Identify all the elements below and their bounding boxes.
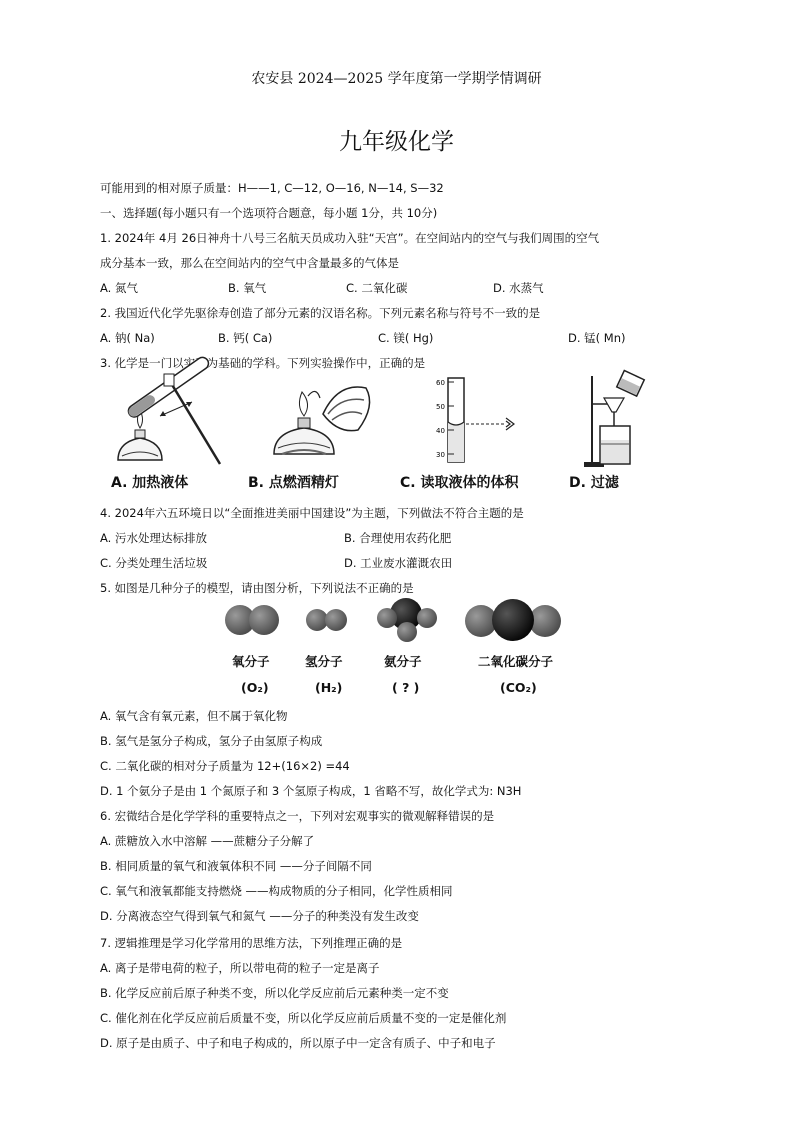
hydrogen-atom	[397, 622, 417, 642]
question-4-option-c: C. 分类处理生活垃圾	[100, 556, 208, 570]
molecule-name-oxygen: 氧分子	[232, 654, 270, 669]
hydrogen-atom	[306, 609, 328, 631]
question-7-option-b: B. 化学反应前后原子种类不变，所以化学反应前后元素种类一定不变	[100, 986, 449, 1000]
question-5-option-b: B. 氢气是氢分子构成，氢分子由氢原子构成	[100, 734, 323, 748]
question-6-option-c: C. 氧气和液氧都能支持燃烧 ——构成物质的分子相同，化学性质相同	[100, 884, 453, 898]
molecule-name-hydrogen: 氢分子	[305, 654, 343, 669]
question-6-option-b: B. 相同质量的氧气和液氧体积不同 ——分子间隔不同	[100, 859, 372, 873]
school-header: 农安县 2024—2025 学年度第一学期学情调研	[251, 71, 542, 87]
question-2-option-d: D. 锰( Mn)	[568, 331, 626, 345]
graduated-cylinder-figure	[436, 374, 530, 466]
question-6-option-d: D. 分离液态空气得到氧气和氮气 ——分子的种类没有发生改变	[100, 909, 419, 923]
filtration-figure	[582, 372, 652, 470]
molecule-models	[220, 596, 580, 646]
question-5-stem: 5. 如图是几种分子的模型，请由图分析，下列说法不正确的是	[100, 581, 414, 595]
question-4-stem: 4. 2024年六五环境日以“全面推进美丽中国建设”为主题，下列做法不符合主题的是	[100, 506, 524, 520]
figure-b-caption: B. 点燃酒精灯	[248, 475, 339, 491]
question-4-option-a: A. 污水处理达标排放	[100, 531, 207, 545]
tick-40: 40	[436, 427, 445, 435]
tick-30: 30	[436, 451, 445, 459]
question-4-option-b: B. 合理使用农药化肥	[344, 531, 452, 545]
question-2-stem: 2. 我国近代化学先驱徐寿创造了部分元素的汉语名称。下列元素名称与符号不一致的是	[100, 306, 541, 320]
question-5-option-d: D. 1 个氨分子是由 1 个氮原子和 3 个氢原子构成，1 省略不写，故化学式为: N3H	[100, 784, 522, 798]
question-4-option-d: D. 工业废水灌溉农田	[344, 556, 453, 570]
hydrogen-atom	[325, 609, 347, 631]
question-1-option-b: B. 氧气	[228, 281, 267, 295]
atomic-mass-note: 可能用到的相对原子质量：H——1, C—12, O—16, N—14, S—32	[100, 181, 444, 195]
figure-c-caption: C. 读取液体的体积	[400, 475, 519, 491]
page-title: 九年级化学	[339, 129, 454, 155]
figure-d-caption: D. 过滤	[569, 475, 619, 491]
hydrogen-atom	[377, 608, 397, 628]
molecule-formula-oxygen: (O₂)	[241, 680, 269, 695]
question-7-option-a: A. 离子是带电荷的粒子，所以带电荷的粒子一定是离子	[100, 961, 380, 975]
section-heading: 一、选择题(每小题只有一个选项符合题意，每小题 1分，共 10分)	[100, 206, 438, 220]
heating-liquid-figure	[110, 372, 230, 472]
question-5-option-a: A. 氧气含有氧元素，但不属于氧化物	[100, 709, 288, 723]
question-1-stem-cont: 成分基本一致，那么在空间站内的空气中含量最多的气体是	[100, 256, 399, 270]
carbon-atom	[492, 599, 534, 641]
question-2-option-b: B. 钙( Ca)	[218, 331, 273, 345]
question-7-option-d: D. 原子是由质子、中子和电子构成的，所以原子中一定含有质子、中子和电子	[100, 1036, 496, 1050]
question-1-option-d: D. 水蒸气	[493, 281, 544, 295]
question-7-option-c: C. 催化剂在化学反应前后质量不变，所以化学反应前后质量不变的一定是催化剂	[100, 1011, 507, 1025]
question-3-stem: 3. 化学是一门以实验为基础的学科。下列实验操作中，正确的是	[100, 356, 426, 370]
question-1-option-a: A. 氮气	[100, 281, 138, 295]
question-6-option-a: A. 蔗糖放入水中溶解 ——蔗糖分子分解了	[100, 834, 315, 848]
molecule-formula-ammonia: ( ? )	[392, 680, 420, 695]
lighting-lamp-figure	[268, 374, 378, 466]
question-7-stem: 7. 逻辑推理是学习化学常用的思维方法，下列推理正确的是	[100, 936, 403, 950]
question-2-option-c: C. 镁( Hg)	[378, 331, 434, 345]
molecule-name-ammonia: 氨分子	[384, 654, 422, 669]
question-2-option-a: A. 钠( Na)	[100, 331, 155, 345]
tick-60: 60	[436, 379, 445, 387]
molecule-formula-hydrogen: (H₂)	[315, 680, 343, 695]
molecule-name-co2: 二氧化碳分子	[478, 654, 554, 669]
question-1-option-c: C. 二氧化碳	[346, 281, 408, 295]
molecule-formula-co2: (CO₂)	[500, 680, 537, 695]
question-5-option-c: C. 二氧化碳的相对分子质量为 12+(16×2) =44	[100, 759, 350, 773]
hydrogen-atom	[417, 608, 437, 628]
question-1-stem: 1. 2024年 4月 26日神舟十八号三名航天员成功入驻“天宫”。在空间站内的空气与我们周围的空气	[100, 231, 600, 245]
figure-a-caption: A. 加热液体	[111, 475, 189, 491]
oxygen-atom	[249, 605, 279, 635]
tick-50: 50	[436, 403, 445, 411]
question-6-stem: 6. 宏微结合是化学学科的重要特点之一，下列对宏观事实的微观解释错误的是	[100, 809, 495, 823]
